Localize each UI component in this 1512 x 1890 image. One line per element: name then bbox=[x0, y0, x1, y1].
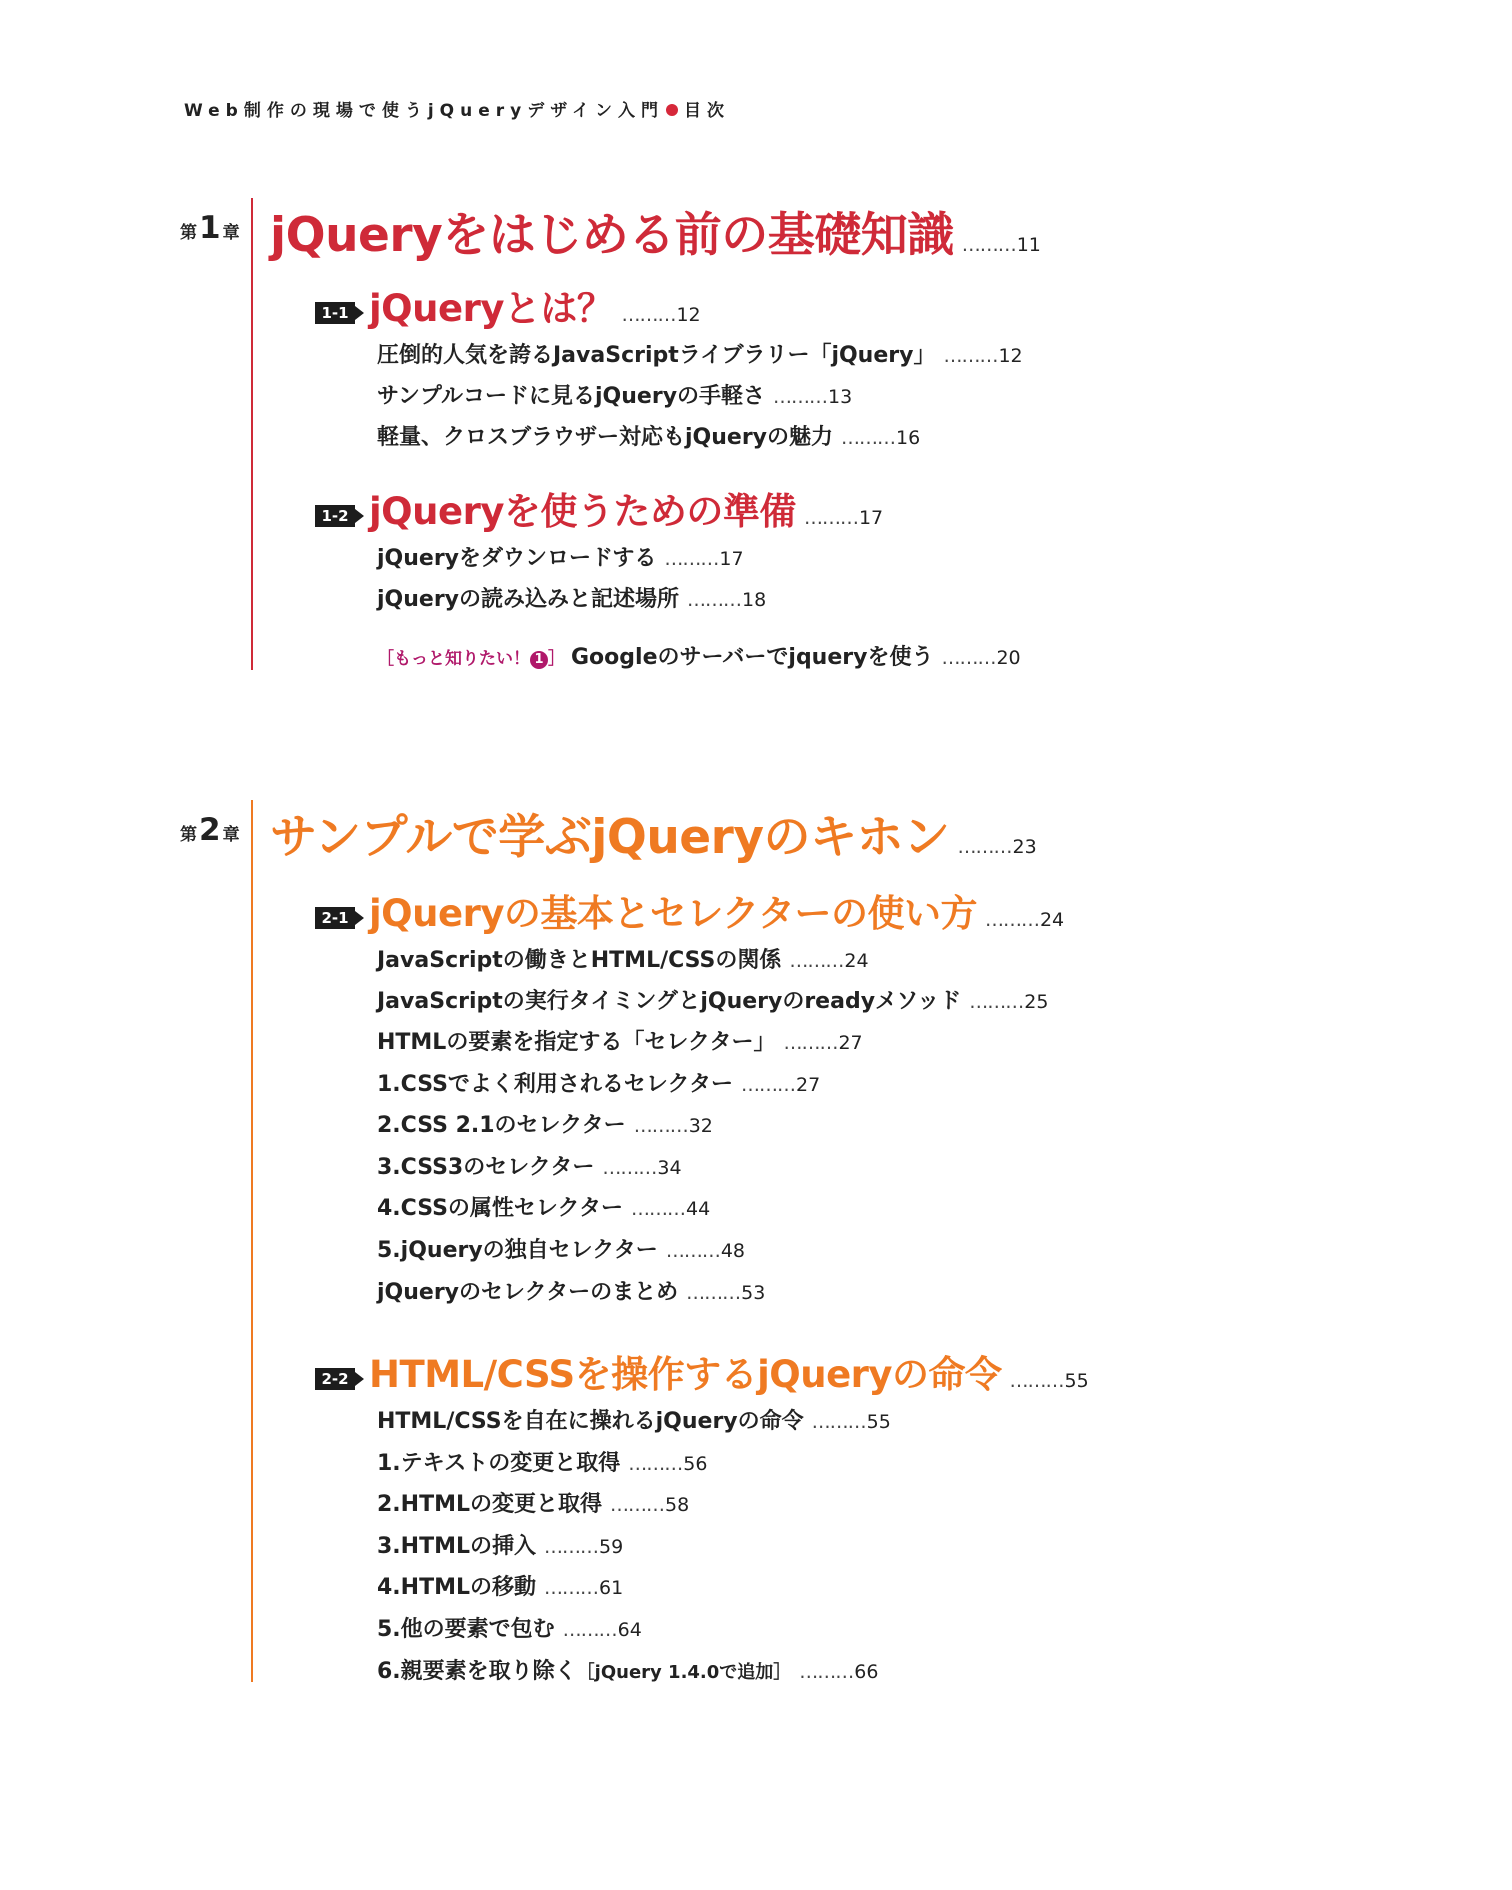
toc-item[interactable]: 1.テキストの変更と取得 ………56 bbox=[377, 1451, 708, 1476]
page-number: 27 bbox=[796, 1074, 821, 1096]
page-number: 27 bbox=[838, 1032, 863, 1054]
page-number: 20 bbox=[996, 647, 1021, 669]
page-leader: ………11 bbox=[961, 234, 1041, 256]
page-number: 66 bbox=[854, 1661, 879, 1683]
page-number: 34 bbox=[657, 1157, 682, 1179]
toc-item[interactable]: jQueryをダウンロードする ………17 bbox=[377, 546, 744, 571]
section-badge: 1-2 bbox=[315, 505, 355, 527]
toc-item[interactable]: 4.HTMLの移動 ………61 bbox=[377, 1575, 624, 1600]
section-1-2[interactable] bbox=[315, 481, 883, 535]
bullet-dot-icon bbox=[666, 104, 678, 116]
toc-item[interactable]: 5.jQueryの独自セレクター ………48 bbox=[377, 1238, 745, 1263]
chapter-title[interactable]: jQueryをはじめる前の基礎知識 ………11 bbox=[270, 208, 1041, 263]
chapter-number-label: 第1 章 bbox=[180, 210, 240, 246]
page-number: 11 bbox=[1016, 234, 1041, 256]
chapter-title[interactable]: サンプルで学ぶjQueryのキホン ………23 bbox=[270, 810, 1037, 865]
toc-item[interactable]: HTMLの要素を指定する「セレクター」 ………27 bbox=[377, 1030, 863, 1055]
page-number: 16 bbox=[896, 427, 921, 449]
page-number: 58 bbox=[665, 1494, 690, 1516]
section-badge: 2-2 bbox=[315, 1368, 355, 1390]
page-leader: ………23 bbox=[957, 836, 1037, 858]
toc-item[interactable]: 2.HTMLの変更と取得 ………58 bbox=[377, 1492, 690, 1517]
page-number: 24 bbox=[1039, 909, 1065, 931]
toc-item[interactable]: 5.他の要素で包む ………64 bbox=[377, 1617, 642, 1642]
page-number: 17 bbox=[858, 507, 884, 529]
page-number: 12 bbox=[998, 345, 1023, 367]
page-number: 55 bbox=[1064, 1370, 1089, 1392]
toc-item[interactable]: サンプルコードに見るjQueryの手軽さ ………13 bbox=[377, 384, 853, 409]
section-title: jQueryの基本とセレクターの使い方 bbox=[369, 892, 977, 935]
chapter-number-label: 第2 章 bbox=[180, 812, 240, 848]
page-number: 12 bbox=[676, 304, 701, 326]
toc-item[interactable]: jQueryの読み込みと記述場所 ………18 bbox=[377, 587, 767, 612]
page-number: 56 bbox=[683, 1453, 708, 1475]
page-number: 55 bbox=[866, 1411, 891, 1433]
chapter-number: 1 bbox=[199, 210, 221, 246]
page-leader: ………17 bbox=[803, 507, 884, 529]
chapter-divider-line bbox=[251, 198, 253, 670]
section-2-1[interactable] bbox=[315, 883, 1064, 937]
section-2-2[interactable] bbox=[315, 1344, 1089, 1398]
toc-item[interactable]: JavaScriptの実行タイミングとjQueryのreadyメソッド ………25 bbox=[377, 989, 1049, 1014]
page-number: 13 bbox=[828, 386, 853, 408]
page-number: 24 bbox=[844, 950, 869, 972]
page-number: 59 bbox=[599, 1536, 624, 1558]
chapter-divider-line bbox=[251, 800, 253, 1682]
column-item[interactable]: ［もっと知りたい！ 1 ］ Googleのサーバーでjqueryを使う ………20 bbox=[377, 645, 1021, 670]
page-number: 32 bbox=[688, 1115, 713, 1137]
page-number: 64 bbox=[617, 1619, 642, 1641]
page-number: 18 bbox=[742, 589, 767, 611]
section-title: HTML/CSSを操作するjQueryの命令 bbox=[369, 1353, 1002, 1396]
section-1-1[interactable] bbox=[315, 278, 701, 332]
page-leader: ………55 bbox=[1009, 1370, 1089, 1392]
toc-item[interactable]: 6.親要素を取り除く［jQuery 1.4.0で追加］ ………66 bbox=[377, 1659, 879, 1684]
header-toc-label: 目次 bbox=[684, 101, 731, 121]
toc-item[interactable]: jQueryのセレクターのまとめ ………53 bbox=[377, 1280, 766, 1305]
running-header bbox=[184, 96, 730, 121]
section-title: jQueryとは？ bbox=[369, 287, 614, 330]
toc-item[interactable]: 3.CSS3のセレクター ………34 bbox=[377, 1155, 682, 1180]
page-leader: ………24 bbox=[984, 909, 1065, 931]
page-leader: ………12 bbox=[621, 304, 701, 326]
page-number: 53 bbox=[741, 1282, 766, 1304]
chapter-number: 2 bbox=[199, 812, 221, 848]
section-badge: 1-1 bbox=[315, 302, 355, 324]
page-number: 23 bbox=[1012, 836, 1037, 858]
column-number-badge: 1 bbox=[530, 651, 548, 669]
toc-item[interactable]: JavaScriptの働きとHTML/CSSの関係 ………24 bbox=[377, 948, 869, 973]
page-number: 44 bbox=[686, 1198, 711, 1220]
section-badge: 2-1 bbox=[315, 907, 355, 929]
page-number: 48 bbox=[720, 1240, 745, 1262]
section-title: jQueryを使うための準備 bbox=[369, 490, 796, 533]
page-number: 17 bbox=[719, 548, 744, 570]
toc-item[interactable]: 2.CSS 2.1のセレクター ………32 bbox=[377, 1113, 713, 1138]
toc-item[interactable]: 3.HTMLの挿入 ………59 bbox=[377, 1534, 624, 1559]
toc-item[interactable]: 4.CSSの属性セレクター ………44 bbox=[377, 1196, 711, 1221]
page-number: 61 bbox=[599, 1577, 624, 1599]
toc-item[interactable]: 1.CSSでよく利用されるセレクター ………27 bbox=[377, 1072, 821, 1097]
toc-item[interactable]: HTML/CSSを自在に操れるjQueryの命令 ………55 bbox=[377, 1409, 891, 1434]
book-title: Web制作の現場で使うjQueryデザイン入門 bbox=[184, 101, 665, 121]
page-number: 25 bbox=[1024, 991, 1049, 1013]
column-tag: ［もっと知りたい！ 1 ］ bbox=[377, 649, 565, 669]
toc-item[interactable]: 圧倒的人気を誇るJavaScriptライブラリー「jQuery」 ………12 bbox=[377, 343, 1023, 368]
version-note: ［jQuery 1.4.0で追加］ bbox=[576, 1662, 792, 1683]
toc-item[interactable]: 軽量、クロスブラウザー対応もjQueryの魅力 ………16 bbox=[377, 425, 921, 450]
